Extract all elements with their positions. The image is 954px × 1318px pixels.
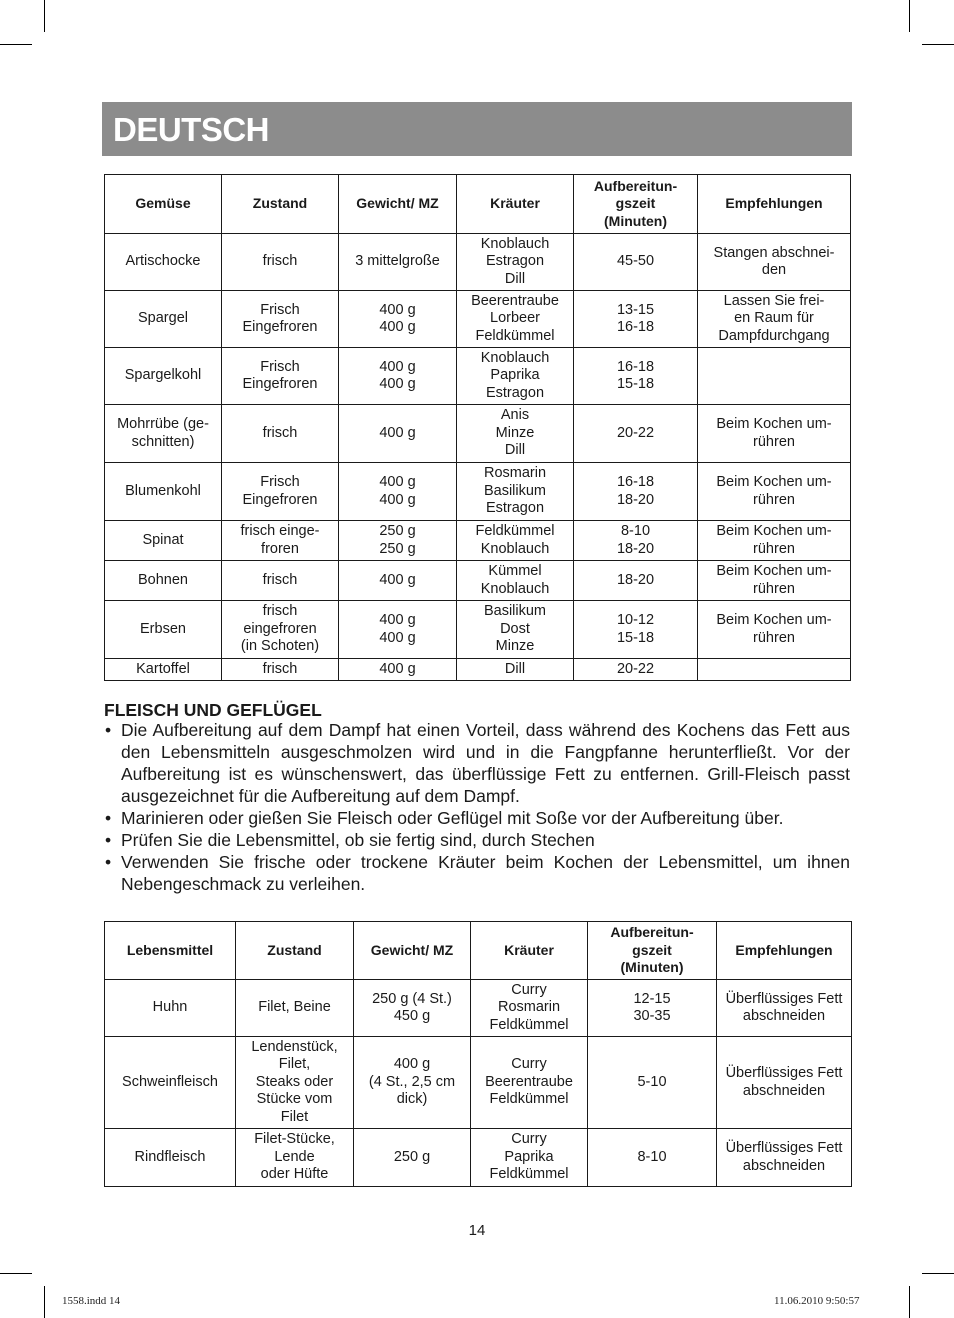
table-cell: 250 g [354, 1129, 471, 1187]
table-cell: Spargel [105, 291, 222, 348]
list-item-text: Die Aufbereitung auf dem Dampf hat einen Vorteil, dass während des Kochens das Fett aus den Lebensmitteln ausgeschmolzen wird und in die Fangpfanne herunterfließt. Vor der Aufbereitung ist es wünschenswert, das überflüssige Fett zu entfernen. Grill-Fleisch passt ausgezeichnet für die Aufbereitung auf dem Dampf. [121, 720, 850, 806]
table-cell: Frisch Eingefroren [222, 463, 339, 521]
table-cell: Beim Kochen um- rühren [698, 521, 851, 561]
table-cell: Filet, Beine [236, 980, 354, 1037]
table-cell: 8-10 [588, 1129, 717, 1187]
table-cell: 20-22 [574, 405, 698, 463]
table-cell: Curry Paprika Feldkümmel [471, 1129, 588, 1187]
table-cell: 400 g [339, 659, 457, 681]
table-cell: 400 g (4 St., 2,5 cm dick) [354, 1037, 471, 1129]
column-header: Kräuter [471, 922, 588, 980]
table-row [105, 561, 851, 601]
table-cell: 10-12 15-18 [574, 601, 698, 659]
table-cell: 5-10 [588, 1037, 717, 1129]
table-row [105, 601, 851, 659]
table-cell: 45-50 [574, 234, 698, 291]
table-cell: Huhn [105, 980, 236, 1037]
crop-mark [909, 0, 910, 32]
column-header: Zustand [222, 175, 339, 234]
vegetables-table [104, 174, 851, 681]
list-item-text: Prüfen Sie die Lebensmittel, ob sie fertig sind, durch Stechen [121, 830, 595, 850]
table-cell [698, 348, 851, 405]
table-header-row [105, 175, 851, 234]
column-header: Gemüse [105, 175, 222, 234]
table-cell: frisch [222, 659, 339, 681]
table-cell: 8-10 18-20 [574, 521, 698, 561]
table-cell: Bohnen [105, 561, 222, 601]
table-cell: Beim Kochen um- rühren [698, 561, 851, 601]
table-cell: 12-15 30-35 [588, 980, 717, 1037]
table-row [105, 405, 851, 463]
table-cell: 400 g 400 g [339, 601, 457, 659]
crop-mark [0, 1273, 32, 1274]
table-cell: Kümmel Knoblauch [457, 561, 574, 601]
table-cell: Erbsen [105, 601, 222, 659]
file-slug: 1558.indd 14 [62, 1295, 121, 1307]
table-cell [698, 659, 851, 681]
table-cell: 13-15 16-18 [574, 291, 698, 348]
table-cell: frisch [222, 234, 339, 291]
list-item [104, 807, 850, 829]
crop-mark [922, 1273, 954, 1274]
timestamp-slug: 11.06.2010 9:50:57 [774, 1295, 860, 1307]
bullet-icon: • [105, 852, 112, 872]
table-cell: frisch [222, 561, 339, 601]
table-cell: 400 g [339, 561, 457, 601]
column-header: Aufbereitun- gszeit (Minuten) [588, 922, 717, 980]
instructions-list [104, 719, 850, 895]
table-cell: Überflüssiges Fett abschneiden [717, 1037, 852, 1129]
table-cell: frisch eingefroren (in Schoten) [222, 601, 339, 659]
language-banner [102, 102, 852, 156]
table-cell: Knoblauch Paprika Estragon [457, 348, 574, 405]
table-cell: Artischocke [105, 234, 222, 291]
table-cell: Basilikum Dost Minze [457, 601, 574, 659]
column-header: Zustand [236, 922, 354, 980]
table-cell: Spargelkohl [105, 348, 222, 405]
meat-table [104, 921, 852, 1187]
table-cell: Spinat [105, 521, 222, 561]
table-cell: 18-20 [574, 561, 698, 601]
crop-mark [0, 44, 32, 45]
list-item [104, 851, 850, 895]
bullet-icon: • [105, 830, 112, 850]
list-item [104, 719, 850, 807]
column-header: Gewicht/ MZ [339, 175, 457, 234]
table-cell: Beim Kochen um- rühren [698, 463, 851, 521]
table-cell: Beim Kochen um- rühren [698, 601, 851, 659]
table-row [105, 1129, 852, 1187]
table-cell: Überflüssiges Fett abschneiden [717, 980, 852, 1037]
list-item [104, 829, 850, 851]
table-header-row [105, 922, 852, 980]
table-cell: 400 g [339, 405, 457, 463]
table-cell: Curry Rosmarin Feldkümmel [471, 980, 588, 1037]
column-header: Empfehlungen [698, 175, 851, 234]
table-cell: Rosmarin Basilikum Estragon [457, 463, 574, 521]
table-row [105, 348, 851, 405]
list-item-text: Marinieren oder gießen Sie Fleisch oder Geflügel mit Soße vor der Aufbereitung über. [121, 808, 784, 828]
table-cell: 400 g 400 g [339, 291, 457, 348]
table-cell: Rindfleisch [105, 1129, 236, 1187]
table-cell: Dill [457, 659, 574, 681]
table-row [105, 1037, 852, 1129]
table-cell: Curry Beerentraube Feldkümmel [471, 1037, 588, 1129]
table-cell: 250 g 250 g [339, 521, 457, 561]
bullet-icon: • [105, 808, 112, 828]
column-header: Kräuter [457, 175, 574, 234]
column-header: Gewicht/ MZ [354, 922, 471, 980]
crop-mark [44, 1286, 45, 1318]
table-cell: 400 g 400 g [339, 348, 457, 405]
column-header: Empfehlungen [717, 922, 852, 980]
list-item-text: Verwenden Sie frische oder trockene Kräuter beim Kochen der Lebensmittel, um ihnen Nebengeschmack zu verleihen. [121, 852, 850, 894]
table-cell: 16-18 18-20 [574, 463, 698, 521]
table-cell: Filet-Stücke, Lende oder Hüfte [236, 1129, 354, 1187]
table-cell: Frisch Eingefroren [222, 348, 339, 405]
table-cell: Beerentraube Lorbeer Feldkümmel [457, 291, 574, 348]
table-row [105, 980, 852, 1037]
table-cell: 3 mittelgroße [339, 234, 457, 291]
table-cell: frisch [222, 405, 339, 463]
table-cell: Knoblauch Estragon Dill [457, 234, 574, 291]
table-cell: Lendenstück, Filet, Steaks oder Stücke vom Filet [236, 1037, 354, 1129]
table-cell: Blumenkohl [105, 463, 222, 521]
table-row [105, 659, 851, 681]
table-cell: Überflüssiges Fett abschneiden [717, 1129, 852, 1187]
column-header: Aufbereitun- gszeit (Minuten) [574, 175, 698, 234]
crop-mark [44, 0, 45, 32]
table-cell: Feldkümmel Knoblauch [457, 521, 574, 561]
table-cell: 20-22 [574, 659, 698, 681]
table-row [105, 463, 851, 521]
crop-mark [909, 1286, 910, 1318]
table-cell: Schweinfleisch [105, 1037, 236, 1129]
table-cell: Stangen abschnei- den [698, 234, 851, 291]
table-row [105, 291, 851, 348]
table-cell: Beim Kochen um- rühren [698, 405, 851, 463]
bullet-icon: • [105, 720, 112, 740]
table-cell: Kartoffel [105, 659, 222, 681]
table-cell: Anis Minze Dill [457, 405, 574, 463]
table-cell: Mohrrübe (ge- schnitten) [105, 405, 222, 463]
table-cell: Frisch Eingefroren [222, 291, 339, 348]
table-cell: 16-18 15-18 [574, 348, 698, 405]
table-cell: 400 g 400 g [339, 463, 457, 521]
column-header: Lebensmittel [105, 922, 236, 980]
table-row [105, 521, 851, 561]
page-title: DEUTSCH [113, 111, 270, 148]
page-number: 14 [468, 1222, 486, 1239]
crop-mark [922, 44, 954, 45]
table-cell: Lassen Sie frei- en Raum für Dampfdurchgang [698, 291, 851, 348]
table-cell: frisch einge- froren [222, 521, 339, 561]
table-row [105, 234, 851, 291]
table-cell: 250 g (4 St.) 450 g [354, 980, 471, 1037]
section-heading: FLEISCH UND GEFLÜGEL [104, 700, 322, 720]
